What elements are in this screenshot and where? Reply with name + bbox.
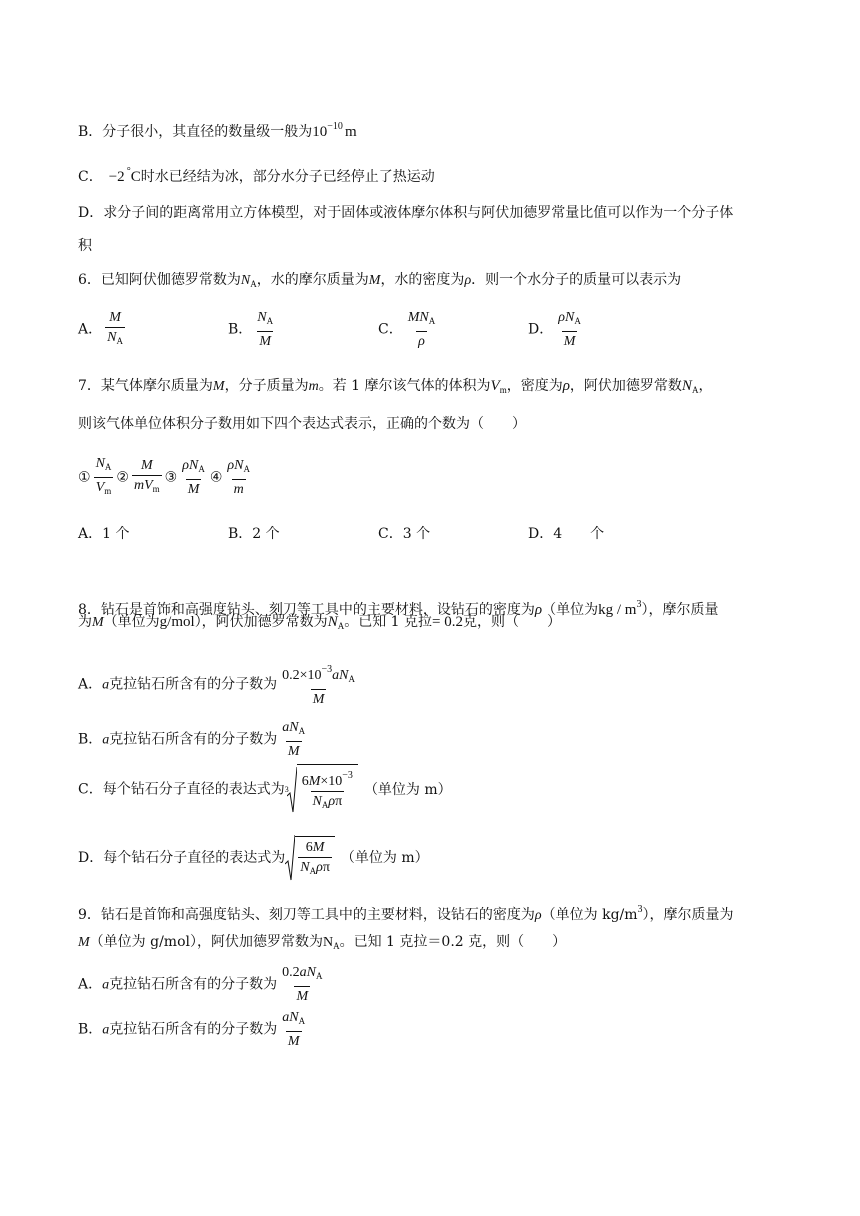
q7-option-b: B．2 个 bbox=[228, 526, 280, 542]
cube-root-sign: 3 $\frac{6M\times 10^{-3}}{N_A\rho\pi}$ bbox=[285, 764, 358, 815]
q8-stem-line2: 为M（单位为g/mol），阿伏加德罗常数为$N_A$。已知 1 克拉= 0.2克，则（ ） bbox=[78, 614, 561, 631]
q9-option-a: A．a克拉钻石所含有的分子数为 $\frac{0.2aN_A}{M}$ bbox=[78, 965, 323, 1004]
q6-option-a: A． $\frac{M}{N_A}$ bbox=[78, 308, 128, 351]
q6-option-b: B． $\frac{N_A}{M}$ bbox=[228, 310, 274, 349]
q9-stem-line2: M（单位为 g/mol），阿伏加德罗常数为$N_A$。已知 1 克拉＝0.2 克，则（ ） bbox=[78, 934, 567, 951]
q7-stem-line1: 7．某气体摩尔质量为M，分子质量为m。若 1 摩尔该气体的体积为$V_m$，密度为ρ，阿伏加德罗常数$N_A$， bbox=[78, 378, 713, 395]
q7-expressions: ① $\frac{N_A}{V_m}$ ② $\frac{M}{mV_m}$ ③ $\frac{\rho N_A}{M}$ ④ $\frac{\rho N_A}{m}$ bbox=[78, 454, 255, 501]
q7-stem-line2: 则该气体单位体积分子数用如下四个表达式表示，正确的个数为（ ） bbox=[78, 416, 526, 432]
q7-option-c: C．3 个 bbox=[378, 526, 431, 542]
q5-option-d-line1: D．求分子间的距离常用立方体模型，对于固体或液体摩尔体积与阿伏加德罗常量比值可以作为一个分子体 bbox=[78, 205, 734, 221]
q7-option-d: D．4 个 bbox=[528, 526, 605, 542]
q8-option-a: A．a克拉钻石所含有的分子数为 $\frac{0.2\times 10^{-3}aN_A}{M}$ bbox=[78, 664, 356, 707]
q8-stem-line1: 8．钻石是首饰和高强度钻头、刻刀等工具中的主要材料，设钻石的密度为ρ（单位为kg / $m^3$），摩尔质量 bbox=[78, 599, 719, 618]
q5-option-c: C． −2 °C时水已经结为冰，部分水分子已经停止了热运动 bbox=[78, 166, 435, 185]
q5-option-b: B．分子很小，其直径的数量级一般为$10^{-10}$ m bbox=[78, 121, 357, 140]
q5-option-d-line2: 积 bbox=[78, 238, 92, 254]
q8-option-c: C．每个钻石分子直径的表达式为 3 $\frac{6M\times 10^{-3}}{N_A\rho\pi}$ （单位为 m） bbox=[78, 764, 452, 815]
q8-option-d: D．每个钻石分子直径的表达式为 $\frac{6M}{N_A\rho\pi}$ （单位为 m） bbox=[78, 834, 429, 882]
q6-option-c: C． $\frac{MN_A}{\rho}$ bbox=[378, 310, 436, 349]
square-root-sign: $\frac{6M}{N_A\rho\pi}$ bbox=[285, 834, 335, 882]
q7-option-a: A．1 个 bbox=[78, 526, 130, 542]
q9-option-b: B．a克拉钻石所含有的分子数为 $\frac{aN_A}{M}$ bbox=[78, 1010, 306, 1049]
q6-stem: 6．已知阿伏伽德罗常数为$N_A$，水的摩尔质量为M，水的密度为ρ．则一个水分子的质量可以表示为 bbox=[78, 272, 682, 289]
q8-option-b: B．a克拉钻石所含有的分子数为 $\frac{aN_A}{M}$ bbox=[78, 720, 306, 759]
q9-stem-line1: 9．钻石是首饰和高强度钻头、刻刀等工具中的主要材料，设钻石的密度为ρ（单位为 $kg/m^3$），摩尔质量为 bbox=[78, 904, 734, 923]
q6-option-d: D． $\frac{\rho N_A}{M}$ bbox=[528, 310, 581, 349]
